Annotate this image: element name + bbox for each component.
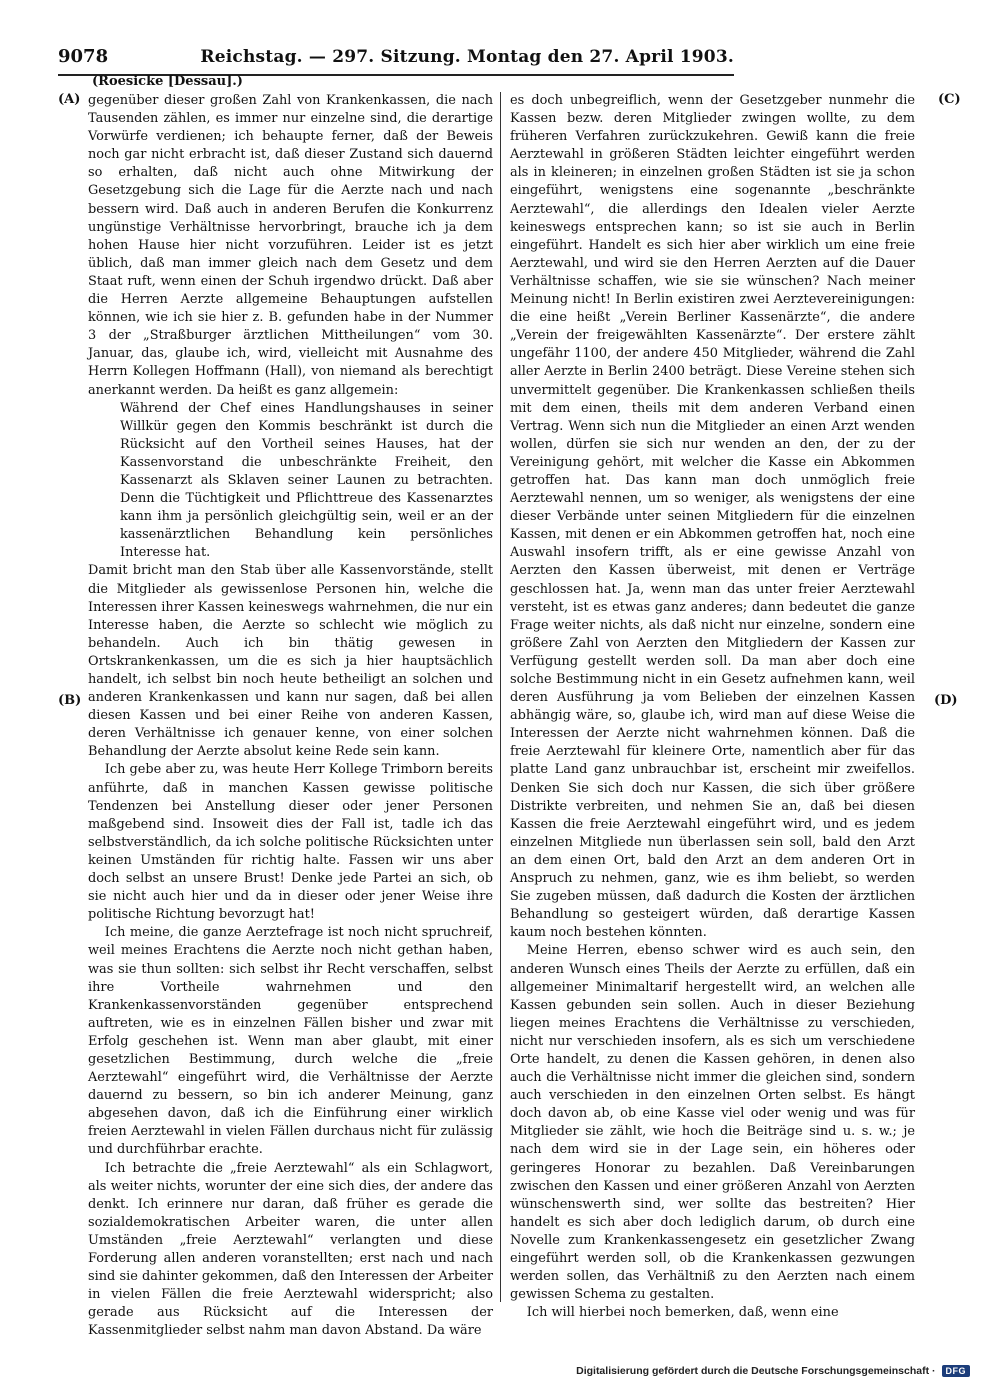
margin-marker-c: (C) — [938, 92, 961, 107]
footer-text: Digitalisierung gefördert durch die Deutsche Forschungsgemeinschaft · — [576, 1365, 936, 1377]
page-number: 9078 — [58, 46, 109, 67]
page-title: Reichstag. — 297. Sitzung. Montag den 27. April 1903. — [200, 47, 734, 67]
paragraph: Meine Herren, ebenso schwer wird es auch sein, den anderen Wunsch eines Theils der Aerzte zu erfüllen, daß ein allgemeiner Minimaltarif hergestellt wird, an welchen alle Kassen gebunden sein sollen. Auch in dieser Beziehung liegen meines Erachtens die Verhältnisse zu verschieden, nicht nur verschieden insofern, als es sich um verschiedene Orte handelt, zu denen die Kassen gehören, in denen also auch die Verhältnisse nicht immer die gleichen sind, sondern auch verschieden in den einzelnen Orten selbst. Es hängt doch davon ab, ob eine Kasse viel oder wenig und was für Mitglieder sie zählt, wie hoch die Beiträge sind u. s. w.; je nach dem wird sie in der Lage sein, ein höheres oder geringeres Honorar zu bezahlen. Daß Vereinbarungen zwischen den Kassen und einer größeren Anzahl von Aerzten wünschenswerth sind, wer sollte das bestreiten? Hier handelt es sich aber doch lediglich darum, ob durch eine Novelle zum Krankenkassengesetz ein gesetzlicher Zwang eingeführt werden soll, ob die Krankenkassen gezwungen werden sollen, das Verhältniß zu den Aerzten nach einem gewissen Schema zu gestalten. — [510, 943, 915, 1303]
paragraph: es doch unbegreiflich, wenn der Gesetzgeber nunmehr die Kassen bezw. deren Mitglieder zwingen wollte, zu dem früheren Verfahren zurückzukehren. Gewiß kann die freie Aerztewahl in größeren Städten leichter eingeführt werden als in kleineren; in einzelnen großen Städten ist sie ja schon eingeführt, wenigstens eine sogenannte „beschränkte Aerztewahl“, die allerdings den Idealen vieler Aerzte keineswegs entsprechen kann; so ist sie auch in Berlin eingeführt. Handelt es sich hier aber wirklich um eine freie Aerztewahl, und wird sie den Herren Aerzten auf die Dauer Verhältnisse schaffen, wie sie sie wünschen? Nach meiner Meinung nicht! In Berlin existiren zwei Aerztevereinigungen: die eine heißt „Verein Berliner Kassenärzte“, die andere „Verein der freigewählten Kassenärzte“. Der erstere zählt ungefähr 1100, der andere 450 Mitglieder, während die Zahl aller Aerzte in Berlin 2400 beträgt. Diese Vereine stehen sich unvermittelt gegenüber. Die Krankenkassen schließen theils mit dem einen, theils mit dem anderen Verband einen Vertrag. Wenn sich nun die Mitglieder an einen Arzt wenden wollen, dürfen sie sich nur wenden an den, der zu der Vereinigung gehört, mit welcher die Kasse ein Abkommen getroffen hat. Das kann man doch unmöglich freie Aerztewahl nennen, um so weniger, als wenigstens der eine dieser Verbände unter seinen Mitgliedern für die einzelnen Kassen, mit denen er ein Abkommen getroffen hat, noch eine Auswahl insofern trifft, als er eine gewisse Anzahl von Aerzten den Kassen überweist, mit denen er Verträge geschlossen hat. Ja, wenn man das unter freier Aerztewahl versteht, ist es etwas ganz anderes; dann bedeutet die ganze Frage weiter nichts, als daß nicht nur einzelne, sondern eine größere Zahl von Aerzten den Mitgliedern der Kassen zur Verfügung gestellt werden soll. Da man aber doch eine solche Bestimmung nicht in ein Gesetz aufnehmen kann, weil deren Ausführung ja vom Belieben der einzelnen Kassen abhängig wäre, so, glaube ich, wird man auf diese Weise die Interessen der Aerzte nicht wahrnehmen können. Daß die freie Aerztewahl für kleinere Orte, namentlich aber für das platte Land ganz unbrauchbar ist, erscheint mir zweifellos. Denken Sie sich doch nur Kassen, die sich über größere Distrikte verbreiten, und nehmen Sie an, daß bei diesen Kassen die freie Aerztewahl eingeführt wird, und es jedem einzelnen Mitgliede nun überlassen sein soll, bald den Arzt an dem einen Ort, bald den Arzt an dem anderen Ort in Anspruch zu nehmen, ganz, wie es ihm beliebt, so werden Sie zugeben müssen, daß dadurch die Kosten der ärztlichen Behandlung so gesteigert würden, daß derartige Kassen kaum noch bestehen könnten. — [510, 93, 915, 941]
speaker-line: (Roesicke [Dessau].) — [92, 74, 243, 89]
paragraph: Ich betrachte die „freie Aerztewahl“ als ein Schlagwort, als weiter nichts, worunter der eine sich dies, der andere das denkt. Ich erinnere nur daran, daß früher es gerade die sozialdemokratischen Arbeiter waren, die unter allen Umständen „freie Aerztewahl“ verlangten und diese Forderung allen anderen voranstellten; erst nach und nach sind sie dahinter gekommen, daß den Interessen der Arbeiter in vielen Fällen die freie Aerztewahl widerspricht; also gerade aus Rücksicht auf die Interessen der Kassenmitglieder selbst nahm man davon Abstand. Da wäre — [88, 1160, 493, 1339]
margin-marker-d: (D) — [934, 693, 958, 708]
paragraph: gegenüber dieser großen Zahl von Krankenkassen, die nach Tausenden zählen, es immer nur einzelne sind, die derartige Vorwürfe verdienen; ich behaupte ferner, daß der Beweis noch gar nicht erbracht ist, daß dieser Zustand sich dauernd so erhalten, daß nicht auch ohne Mitwirkung der Gesetzgebung sich die Lage für die Aerzte nach und nach bessern wird. Daß auch in anderen Berufen die Konkurrenz ungünstige Verhältnisse hervorbringt, brauche ich ja dem hohen Hause hier nicht vorzuführen. Leider ist es jetzt üblich, daß man immer gleich nach dem Gesetz und dem Staat ruft, wenn einen der Schuh irgendwo drückt. Daß aber die Herren Aerzte allgemeine Behauptungen aufstellen können, wie ich sie hier z. B. gefunden habe in der Nummer 3 der „Straßburger ärztlichen Mittheilungen“ vom 30. Januar, das, glaube ich, wird, vielleicht mit Ausnahme des Herrn Kollegen Hoffmann (Hall), von niemand als berechtigt anerkannt werden. Da heißt es ganz allgemein: — [88, 93, 493, 398]
paragraph: Ich will hierbei noch bemerken, daß, wenn eine — [526, 1305, 839, 1321]
dfg-logo: DFG — [942, 1365, 971, 1377]
margin-marker-a: (A) — [58, 92, 81, 107]
paragraph: Ich gebe aber zu, was heute Herr Kollege Trimborn bereits anführte, daß in manchen Kassen gewisse politische Tendenzen bei Anstellung dieser oder jener Personen maßgebend sind. Insoweit dies der Fall ist, tadle ich das selbstverständlich, da ich solche politische Rücksichten unter keinen Umständen für richtig halte. Fassen wir uns aber doch selbst an unsere Brust! Denke jede Partei an sich, ob sie nicht auch hier und da in dieser oder jener Weise ihre politische Richtung bevorzugt hat! — [88, 762, 493, 923]
paragraph: Ich meine, die ganze Aerztefrage ist noch nicht spruchreif, weil meines Erachtens die Aerzte noch nicht gethan haben, was sie thun sollten: sich selbst ihr Recht verschaffen, selbst ihre Vortheile wahrnehmen und den Krankenkassenvorständen gegenüber entsprechend auftreten, wie es in einzelnen Fällen bisher und zwar mit Erfolg geschehen ist. Wenn man aber glaubt, mit einer gesetzlichen Bestimmung, durch welche die „freie Aerztewahl“ eingeführt wird, die Verhältnisse der Aerzte dauernd zu bessern, so bin ich anderer Meinung, ganz abgesehen davon, daß ich die Einführung einer wirklich freien Aerztewahl in vielen Fällen durchaus nicht für zulässig und durchführbar erachte. — [88, 925, 493, 1158]
column-divider — [500, 92, 501, 1302]
block-quote: Während der Chef eines Handlungshauses in seiner Willkür gegen den Kommis beschränkt ist durch die Rücksicht auf den Vortheil seines Hauses, hat der Kassenvorstand die unbeschränkte Freiheit, den Kassenarzt als Sklaven seiner Launen zu betrachten. Denn die Tüchtigkeit und Pflichttreue des Kassenarztes kann ihm ja persönlich gleichgültig sein, weil er an der kassenärztlichen Behandlung kein persönliches Interesse hat. — [120, 400, 493, 561]
page-header — [58, 46, 734, 76]
left-column — [88, 92, 493, 1340]
digitization-footer — [576, 1365, 970, 1377]
right-column — [510, 92, 915, 1322]
paragraph: Damit bricht man den Stab über alle Kassenvorstände, stellt die Mitglieder als gewissenlose Personen hin, welche die Interessen ihrer Kassen keineswegs wahrnehmen, die nur ein Interesse haben, die Aerzte so schlecht wie möglich zu behandeln. Auch ich bin thätig gewesen in Ortskrankenkassen, um die es sich ja hier hauptsächlich handelt, ich selbst bin noch heute betheiligt an solchen und anderen Krankenkassen und kann nur sagen, daß bei allen diesen Kassen und bei einer Reihe von anderen Kassen, deren Verhältnisse ich genauer kenne, von einer solchen Behandlung der Aerzte absolut keine Rede sein kann. — [88, 563, 493, 760]
margin-marker-b: (B) — [58, 693, 82, 708]
